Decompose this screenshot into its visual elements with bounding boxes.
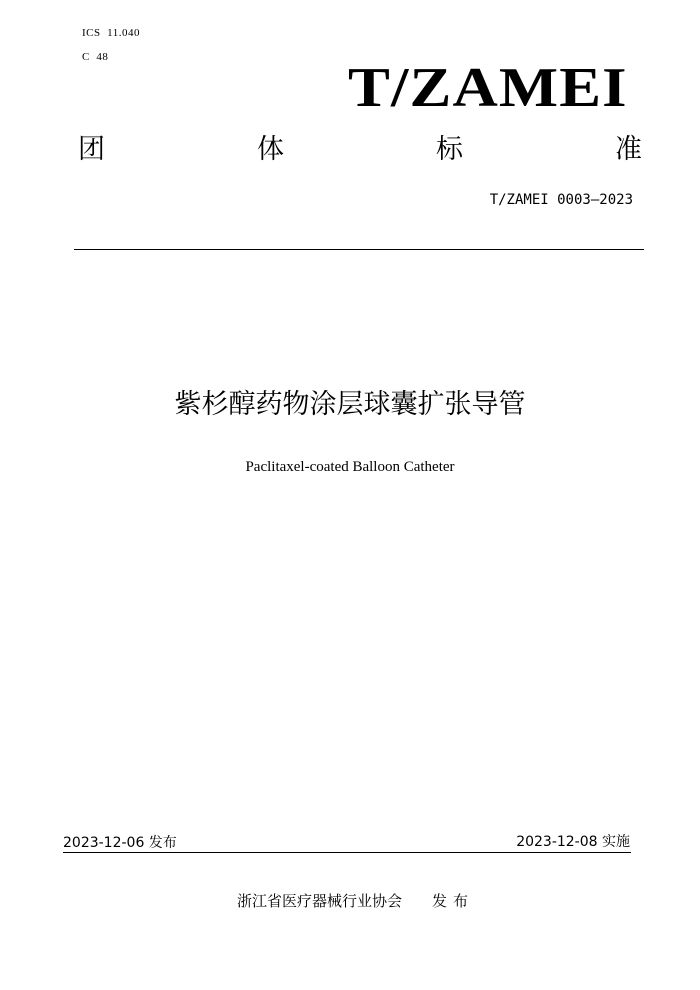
standard-type-char-1: 团 bbox=[78, 134, 105, 165]
standard-type-char-4: 准 bbox=[615, 134, 642, 165]
issue-date: 2023-12-06 发布 bbox=[63, 835, 177, 851]
document-title-english: Paclitaxel-coated Balloon Catheter bbox=[245, 459, 455, 475]
standard-type-char-3: 标 bbox=[436, 134, 463, 165]
standard-brand-logo: T/ZAMEI bbox=[348, 57, 628, 119]
publisher-line bbox=[237, 890, 474, 911]
ccs-code: C 48 bbox=[82, 51, 109, 63]
publisher-name: 浙江省医疗器械行业协会 bbox=[237, 892, 403, 910]
standard-type-heading bbox=[78, 136, 642, 163]
header-divider bbox=[74, 249, 644, 250]
ics-code: ICS 11.040 bbox=[82, 27, 140, 39]
publish-action: 发布 bbox=[432, 892, 475, 910]
document-title-chinese: 紫杉醇药物涂层球囊扩张导管 bbox=[174, 389, 526, 420]
standard-type-char-2: 体 bbox=[257, 134, 284, 165]
footer-divider bbox=[63, 852, 631, 853]
implementation-date: 2023-12-08 实施 bbox=[516, 834, 630, 850]
standard-code: T/ZAMEI 0003—2023 bbox=[489, 192, 633, 208]
